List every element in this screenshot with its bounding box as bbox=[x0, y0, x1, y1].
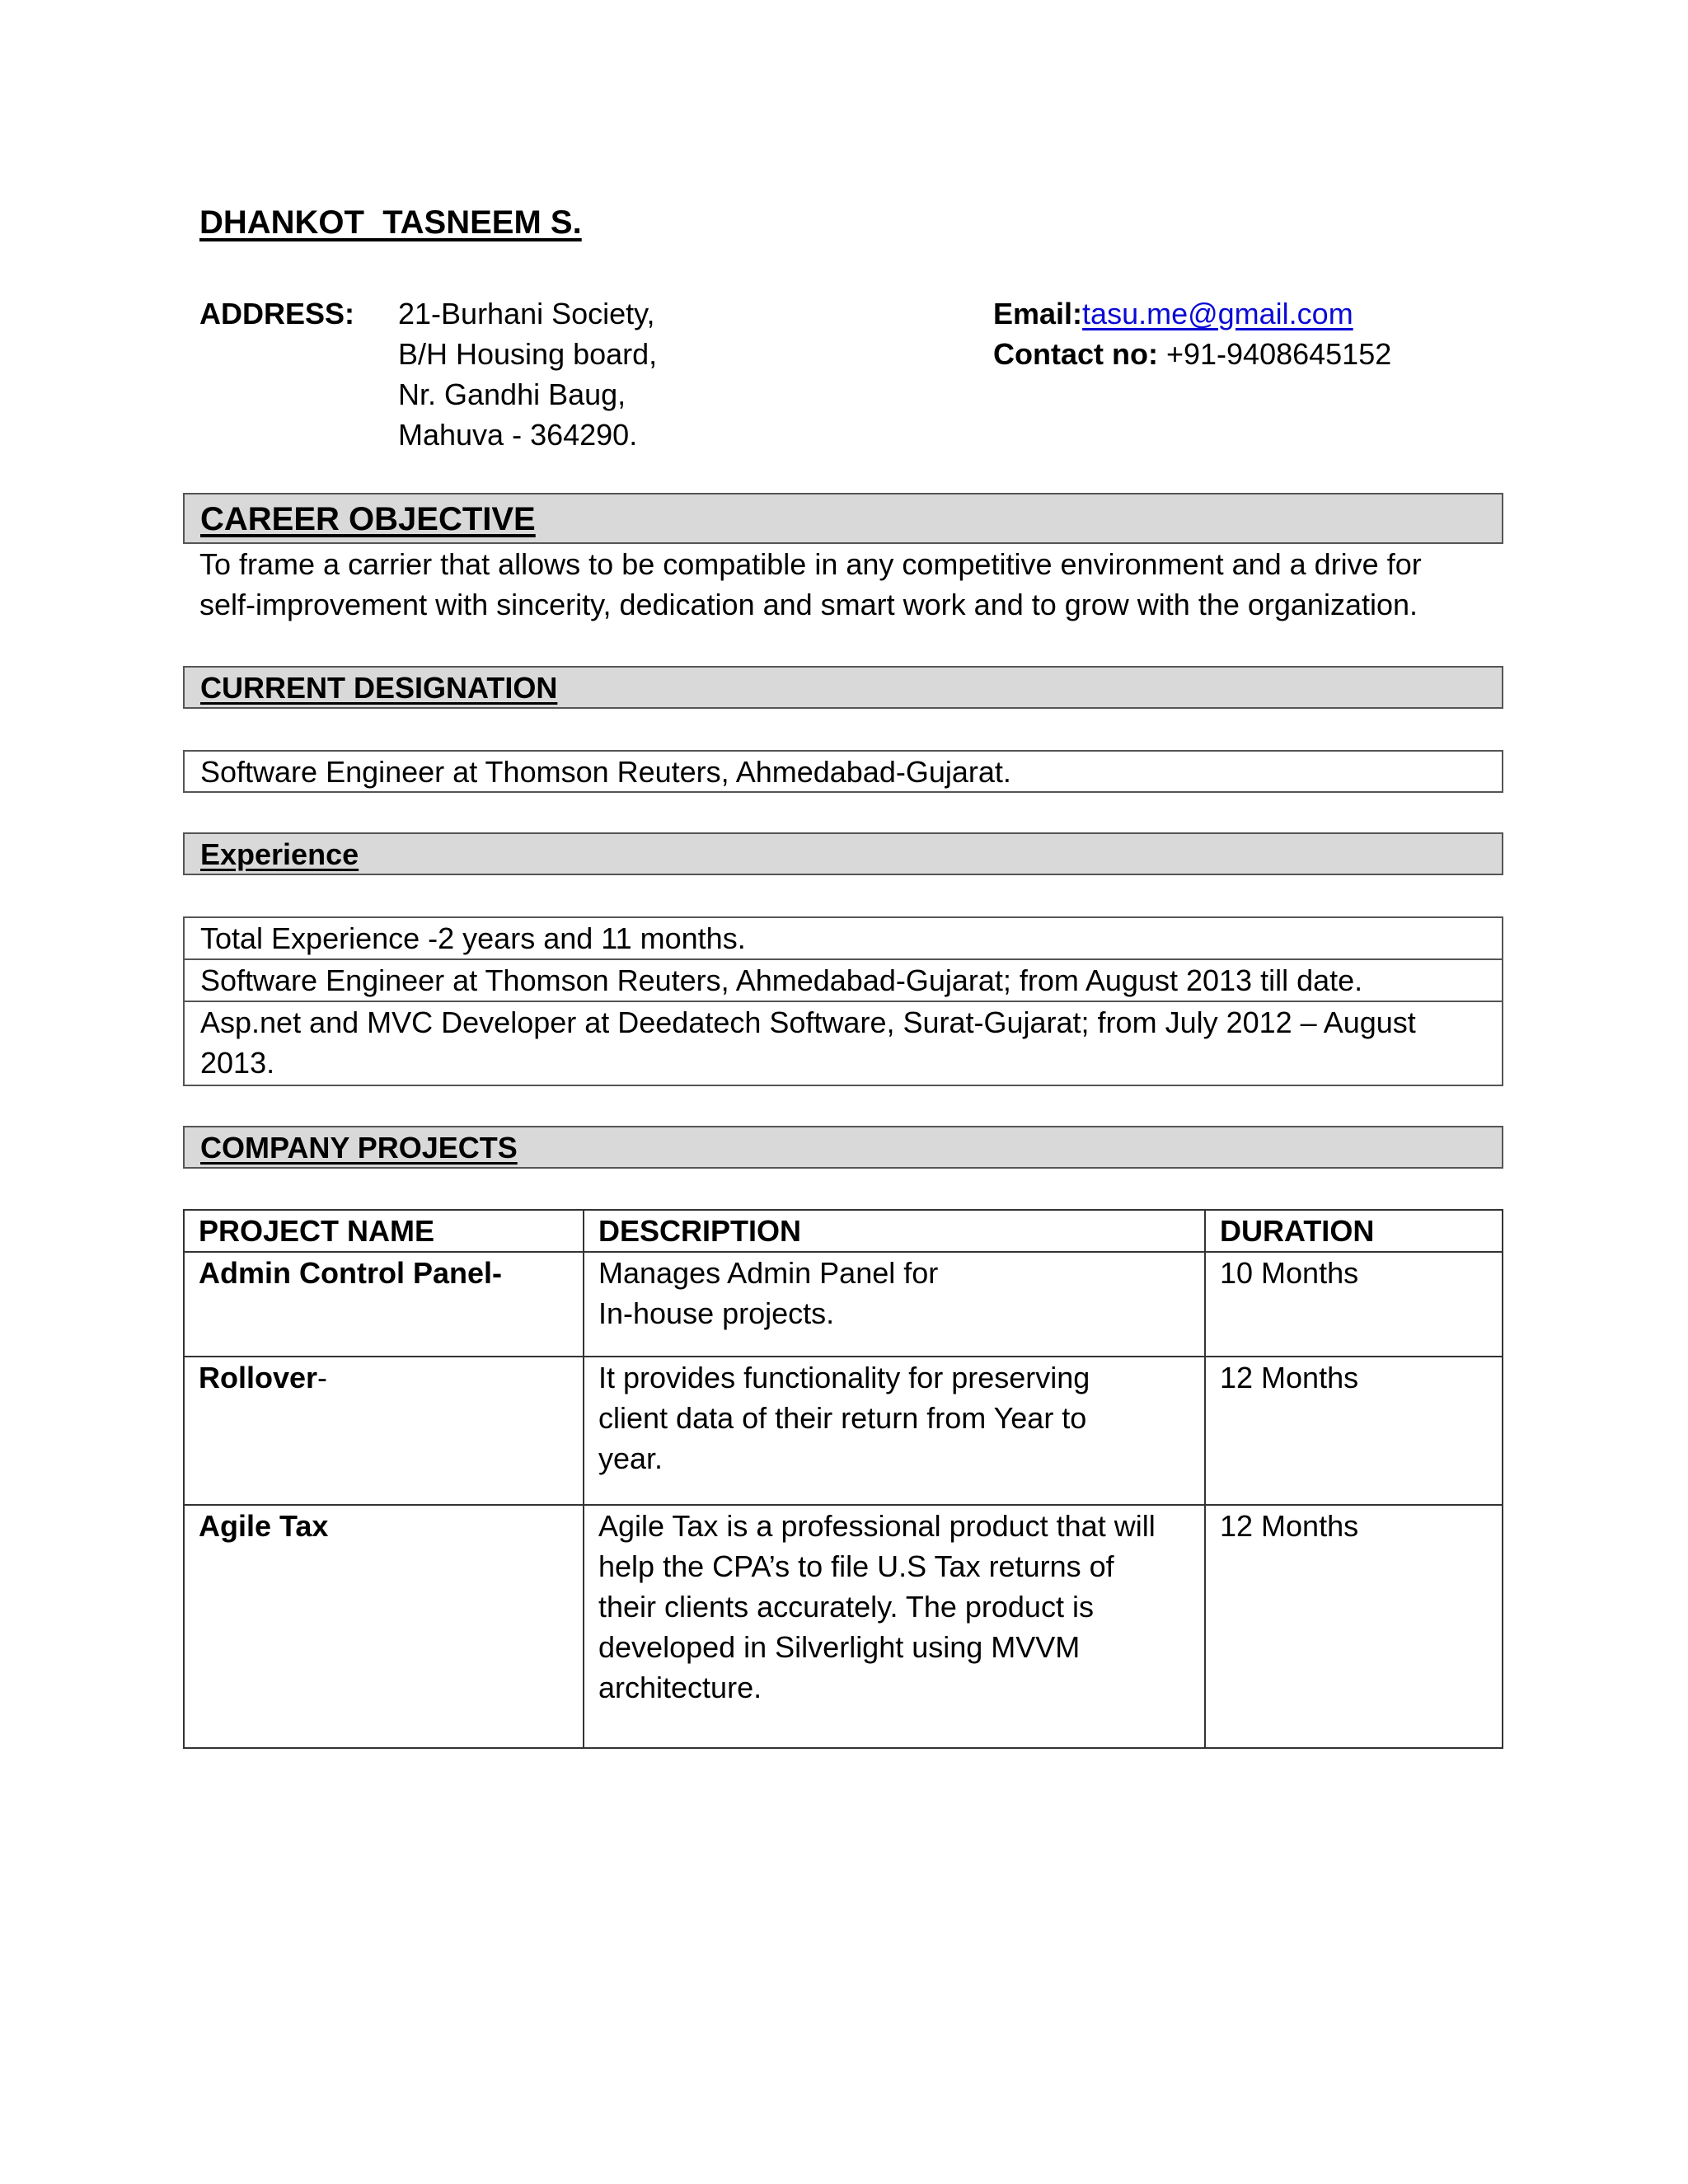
project-duration: 10 Months bbox=[1205, 1252, 1503, 1357]
career-objective-line: self-improvement with sincerity, dedication and smart work and to grow with the organization. bbox=[199, 588, 1418, 621]
description-line: help the CPA’s to file U.S Tax returns of bbox=[598, 1549, 1114, 1583]
address-label: ADDRESS: bbox=[199, 297, 355, 330]
phone-value: +91-9408645152 bbox=[1157, 337, 1392, 371]
address-line: Mahuva - 364290. bbox=[398, 418, 638, 452]
experience-box bbox=[183, 916, 1503, 1086]
experience-row bbox=[185, 1001, 1502, 1086]
project-description bbox=[584, 1252, 1205, 1357]
description-line: It provides functionality for preserving bbox=[598, 1361, 1090, 1394]
resume-name: DHANKOT TASNEEM S. bbox=[199, 204, 582, 241]
experience-heading: Experience bbox=[200, 837, 359, 871]
experience-row bbox=[185, 918, 1502, 958]
project-name: Agile Tax bbox=[184, 1505, 584, 1748]
phone-label: Contact no: bbox=[993, 337, 1158, 371]
table-row bbox=[184, 1357, 1503, 1505]
description-line: Manages Admin Panel for bbox=[598, 1256, 939, 1290]
career-objective-heading: CAREER OBJECTIVE bbox=[200, 501, 536, 537]
email-link[interactable]: tasu.me@gmail.com bbox=[1082, 297, 1353, 330]
description-line: architecture. bbox=[598, 1671, 762, 1704]
description-line: Agile Tax is a professional product that will bbox=[598, 1509, 1156, 1543]
company-projects-header bbox=[183, 1126, 1503, 1169]
project-name: Admin Control Panel- bbox=[184, 1252, 584, 1357]
current-designation-text: Software Engineer at Thomson Reuters, Ahmedabad-Gujarat. bbox=[200, 755, 1011, 789]
table-row bbox=[184, 1252, 1503, 1357]
experience-line: 2013. bbox=[200, 1046, 275, 1080]
career-objective-text bbox=[199, 544, 1518, 625]
experience-line: Asp.net and MVC Developer at Deedatech Software, Surat-Gujarat; from July 2012 – August bbox=[200, 1005, 1416, 1039]
experience-line: Total Experience -2 years and 11 months. bbox=[200, 921, 746, 955]
experience-row bbox=[185, 958, 1502, 1001]
project-duration: 12 Months bbox=[1205, 1357, 1503, 1505]
projects-table bbox=[183, 1209, 1503, 1749]
description-line: year. bbox=[598, 1441, 663, 1475]
contact-block bbox=[993, 293, 1391, 374]
project-description bbox=[584, 1505, 1205, 1748]
column-header-description: DESCRIPTION bbox=[584, 1210, 1205, 1252]
current-designation-box bbox=[183, 750, 1503, 793]
column-header-project-name: PROJECT NAME bbox=[184, 1210, 584, 1252]
address-line: B/H Housing board, bbox=[398, 337, 658, 371]
experience-line: Software Engineer at Thomson Reuters, Ahmedabad-Gujarat; from August 2013 till date. bbox=[200, 963, 1363, 997]
address-block bbox=[398, 293, 657, 455]
project-duration: 12 Months bbox=[1205, 1505, 1503, 1748]
experience-header bbox=[183, 832, 1503, 875]
description-line: In-house projects. bbox=[598, 1296, 835, 1330]
email-label: Email: bbox=[993, 297, 1083, 330]
current-designation-heading: CURRENT DESIGNATION bbox=[200, 671, 558, 705]
project-name-cell bbox=[184, 1357, 584, 1505]
description-line: client data of their return from Year to bbox=[598, 1401, 1087, 1435]
address-line: 21-Burhani Society, bbox=[398, 297, 655, 330]
address-line: Nr. Gandhi Baug, bbox=[398, 377, 626, 411]
project-name: Rollover bbox=[199, 1361, 318, 1394]
career-objective-header bbox=[183, 493, 1503, 544]
table-header-row bbox=[184, 1210, 1503, 1252]
phone-row bbox=[993, 334, 1391, 374]
company-projects-heading: COMPANY PROJECTS bbox=[200, 1131, 518, 1165]
career-objective-line: To frame a carrier that allows to be compatible in any competitive environment and a drive for bbox=[199, 547, 1422, 581]
column-header-duration: DURATION bbox=[1205, 1210, 1503, 1252]
description-line: developed in Silverlight using MVVM bbox=[598, 1630, 1081, 1664]
email-row bbox=[993, 293, 1391, 334]
current-designation-header bbox=[183, 666, 1503, 709]
project-name-suffix: - bbox=[317, 1361, 328, 1394]
table-row bbox=[184, 1505, 1503, 1748]
description-line: their clients accurately. The product is bbox=[598, 1590, 1094, 1624]
project-description bbox=[584, 1357, 1205, 1505]
